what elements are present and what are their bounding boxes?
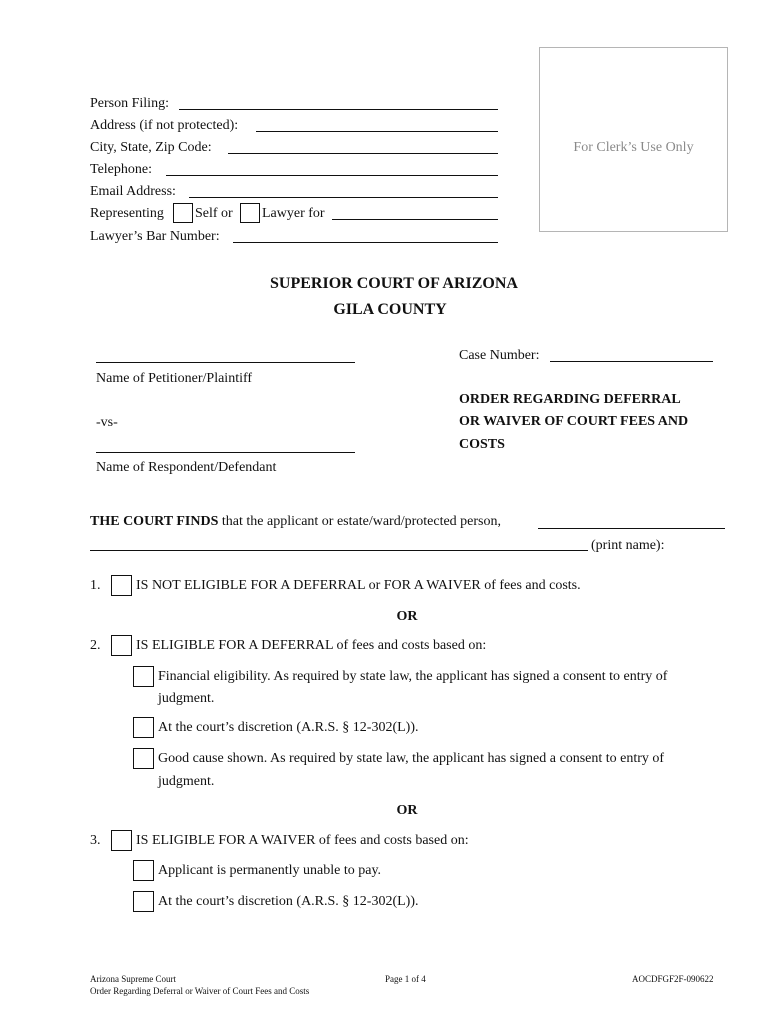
option1-text: IS NOT ELIGIBLE FOR A DEFERRAL or FOR A WAIVER of fees and costs. <box>136 578 581 593</box>
petitioner-field[interactable] <box>96 362 355 363</box>
option2-text: IS ELIGIBLE FOR A DEFERRAL of fees and costs based on: <box>136 638 487 653</box>
order-title-line1: ORDER REGARDING DEFERRAL <box>459 392 681 407</box>
court-finds-lead: THE COURT FINDS <box>90 514 219 529</box>
option2-checkbox[interactable] <box>111 635 132 656</box>
representing-label: Representing <box>90 206 164 221</box>
lawyer-for-label: Lawyer for <box>262 206 325 221</box>
person-filing-label: Person Filing: <box>90 96 169 111</box>
good-cause-text-cont: judgment. <box>158 774 215 789</box>
bar-number-field[interactable] <box>233 242 498 243</box>
clerk-use-label: For Clerk’s Use Only <box>573 140 694 155</box>
clerk-use-box <box>539 47 728 232</box>
vs-label: -vs- <box>96 415 118 430</box>
city-state-zip-label: City, State, Zip Code: <box>90 140 212 155</box>
applicant-field[interactable] <box>538 528 725 529</box>
footer-org: Arizona Supreme Court <box>90 974 176 984</box>
or-separator-1: OR <box>396 609 418 624</box>
address-label: Address (if not protected): <box>90 118 239 133</box>
footer-form-code: AOCDFGF2F-090622 <box>632 974 714 984</box>
court-discretion-waiver-checkbox[interactable] <box>133 891 154 912</box>
court-finds-text: that the applicant or estate/ward/protected person, <box>221 514 502 529</box>
court-county: GILA COUNTY <box>333 301 447 318</box>
option2-number: 2. <box>90 638 101 653</box>
footer-page-number: Page 1 of 4 <box>385 974 426 984</box>
court-discretion-waiver-text: At the court’s discretion (A.R.S. § 12-302(L)). <box>158 894 419 909</box>
court-finds-statement <box>90 513 501 531</box>
lawyer-for-field[interactable] <box>332 219 498 220</box>
option3-text: IS ELIGIBLE FOR A WAIVER of fees and costs based on: <box>136 833 469 848</box>
respondent-field[interactable] <box>96 452 355 453</box>
person-filing-field[interactable] <box>179 109 498 110</box>
good-cause-checkbox[interactable] <box>133 748 154 769</box>
self-checkbox[interactable] <box>173 203 193 223</box>
order-title-line2: OR WAIVER OF COURT FEES AND <box>459 414 689 429</box>
respondent-label: Name of Respondent/Defendant <box>96 460 277 475</box>
email-label: Email Address: <box>90 184 176 199</box>
option1-number: 1. <box>90 578 101 593</box>
lawyer-checkbox[interactable] <box>240 203 260 223</box>
option1-checkbox[interactable] <box>111 575 132 596</box>
telephone-field[interactable] <box>166 175 498 176</box>
email-field[interactable] <box>189 197 498 198</box>
option3-number: 3. <box>90 833 101 848</box>
case-number-field[interactable] <box>550 361 713 362</box>
print-name-field[interactable] <box>90 550 588 551</box>
option3-checkbox[interactable] <box>111 830 132 851</box>
print-name-label: (print name): <box>591 538 665 553</box>
order-title-line3: COSTS <box>459 437 505 452</box>
financial-eligibility-checkbox[interactable] <box>133 666 154 687</box>
address-field[interactable] <box>256 131 498 132</box>
permanently-unable-checkbox[interactable] <box>133 860 154 881</box>
bar-number-label: Lawyer’s Bar Number: <box>90 229 220 244</box>
good-cause-text: Good cause shown. As required by state law, the applicant has signed a consent to entry of <box>158 751 665 766</box>
footer-form-title: Order Regarding Deferral or Waiver of Court Fees and Costs <box>90 986 310 996</box>
telephone-label: Telephone: <box>90 162 152 177</box>
court-discretion-deferral-text: At the court’s discretion (A.R.S. § 12-302(L)). <box>158 720 419 735</box>
city-state-zip-field[interactable] <box>228 153 498 154</box>
petitioner-label: Name of Petitioner/Plaintiff <box>96 371 253 386</box>
financial-eligibility-text-cont: judgment. <box>158 691 215 706</box>
permanently-unable-text: Applicant is permanently unable to pay. <box>158 863 382 878</box>
court-name: SUPERIOR COURT OF ARIZONA <box>270 275 518 292</box>
court-discretion-deferral-checkbox[interactable] <box>133 717 154 738</box>
self-or-label: Self or <box>195 206 233 221</box>
or-separator-2: OR <box>396 803 418 818</box>
case-number-label: Case Number: <box>459 348 540 363</box>
financial-eligibility-text: Financial eligibility. As required by state law, the applicant has signed a consent to entry of <box>158 669 668 684</box>
